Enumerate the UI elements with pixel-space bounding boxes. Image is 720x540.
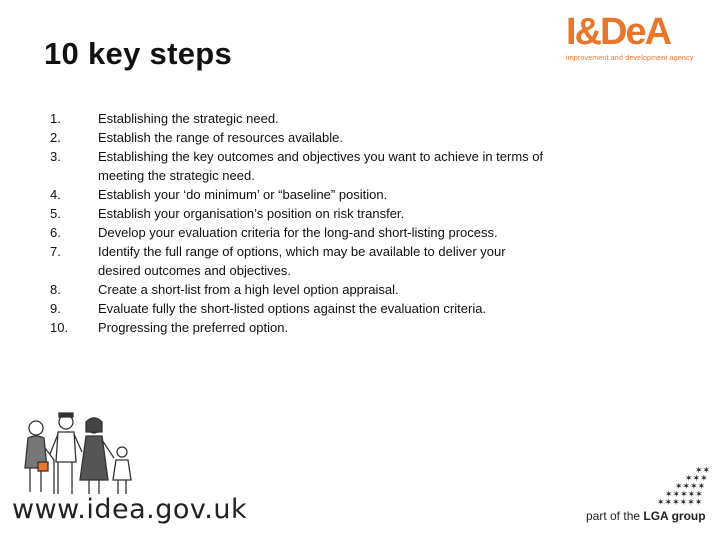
logo-wordmark: I&DeA bbox=[566, 11, 671, 53]
step-text: Progressing the preferred option. bbox=[98, 320, 289, 335]
list-item bbox=[50, 109, 550, 128]
step-text: Establish your ‘do minimum’ or “baseline” position. bbox=[98, 187, 388, 202]
lga-group-tagline bbox=[586, 509, 706, 523]
list-item bbox=[50, 299, 550, 318]
step-number: 1. bbox=[50, 111, 61, 126]
step-number: 2. bbox=[50, 130, 61, 145]
steps-list bbox=[50, 109, 550, 337]
svg-text:✶✶✶: ✶✶✶ bbox=[685, 474, 708, 484]
svg-text:✶✶✶✶: ✶✶✶✶ bbox=[675, 482, 706, 492]
tagline-prefix: part of the bbox=[586, 509, 644, 523]
step-number: 10. bbox=[50, 320, 69, 335]
svg-text:✶✶✶✶✶✶: ✶✶✶✶✶✶ bbox=[657, 498, 703, 506]
step-text: Establishing the strategic need. bbox=[98, 111, 279, 126]
people-group-illustration-icon bbox=[14, 408, 144, 500]
step-number: 6. bbox=[50, 225, 61, 240]
list-item bbox=[50, 318, 550, 337]
step-text: Establishing the key outcomes and objectives you want to achieve in terms of meeting the strategic need. bbox=[98, 149, 544, 183]
lga-stars-icon bbox=[655, 464, 713, 506]
step-number: 4. bbox=[50, 187, 61, 202]
list-item bbox=[50, 147, 550, 185]
step-text: Identify the full range of options, which may be available to deliver your desired outcomes and objectives. bbox=[98, 244, 506, 278]
tagline-brand: LGA group bbox=[643, 509, 706, 523]
svg-text:✶✶: ✶✶ bbox=[695, 466, 711, 476]
page-title: 10 key steps bbox=[44, 36, 233, 71]
step-number: 3. bbox=[50, 149, 61, 164]
step-text: Evaluate fully the short-listed options against the evaluation criteria. bbox=[98, 301, 487, 316]
step-text: Establish the range of resources available. bbox=[98, 130, 343, 145]
list-item bbox=[50, 185, 550, 204]
idea-logo bbox=[566, 12, 706, 72]
list-item bbox=[50, 128, 550, 147]
step-number: 5. bbox=[50, 206, 61, 221]
website-url: www.idea.gov.uk bbox=[12, 494, 248, 525]
step-text: Establish your organisation’s position on risk transfer. bbox=[98, 206, 405, 221]
step-number: 8. bbox=[50, 282, 61, 297]
step-number: 9. bbox=[50, 301, 61, 316]
step-number: 7. bbox=[50, 244, 61, 259]
step-text: Create a short-list from a high level option appraisal. bbox=[98, 282, 399, 297]
svg-text:✶✶✶✶✶: ✶✶✶✶✶ bbox=[665, 490, 703, 500]
step-text: Develop your evaluation criteria for the long-and short-listing process. bbox=[98, 225, 498, 240]
logo-subtitle: improvement and development agency bbox=[566, 55, 694, 62]
list-item bbox=[50, 204, 550, 223]
list-item bbox=[50, 223, 550, 242]
list-item bbox=[50, 280, 550, 299]
list-item bbox=[50, 242, 550, 280]
